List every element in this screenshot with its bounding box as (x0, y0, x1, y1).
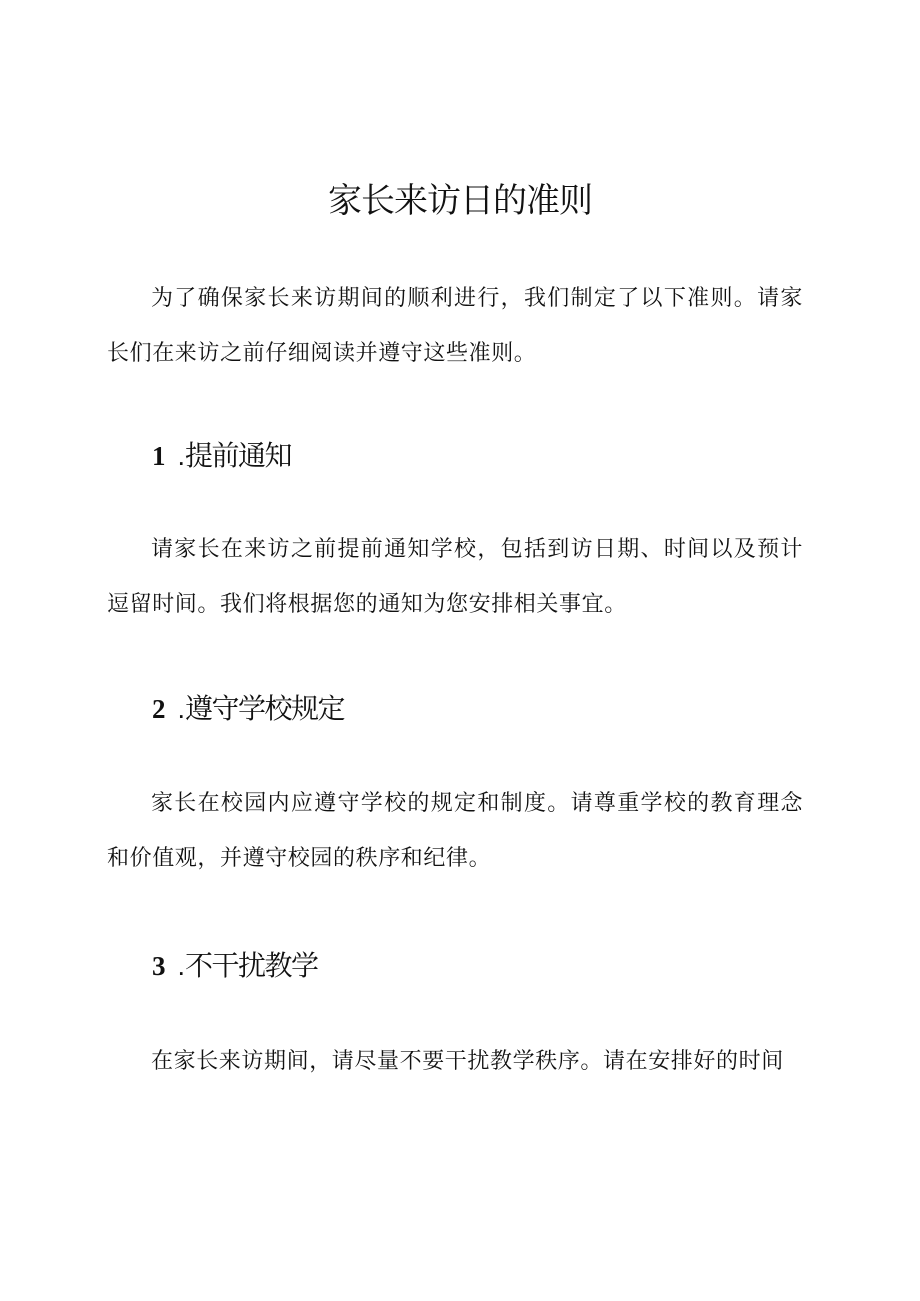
section-number-3: 3 (152, 951, 166, 981)
section-heading-text-1: 提前通知 (185, 439, 292, 472)
section-number-2: 2 (152, 694, 166, 724)
section-dot: . (177, 951, 186, 981)
section-heading-text-2: 遵守学校规定 (185, 692, 345, 725)
intro-paragraph: 为了确保家长来访期间的顺利进行，我们制定了以下准则。请家长们在来访之前仔细阅读并遵守这些准则。 (107, 286, 803, 366)
section-heading-1 (152, 436, 291, 477)
section-heading-3 (152, 946, 318, 987)
section-number-1: 1 (152, 441, 166, 471)
section-dot: . (177, 441, 186, 471)
section-dot: . (177, 694, 186, 724)
section-body-1: 请家长在来访之前提前通知学校，包括到访日期、时间以及预计逗留时间。我们将根据您的通知为您安排相关事宜。 (107, 537, 803, 617)
section-body-2: 家长在校园内应遵守学校的规定和制度。请尊重学校的教育理念和价值观，并遵守校园的秩序和纪律。 (107, 791, 803, 871)
section-heading-2 (152, 689, 344, 730)
section-heading-text-3: 不干扰教学 (185, 949, 318, 982)
section-body-3: 在家长来访期间，请尽量不要干扰教学秩序。请在安排好的时间 (151, 1049, 784, 1074)
document-title: 家长来访日的准则 (328, 181, 592, 221)
